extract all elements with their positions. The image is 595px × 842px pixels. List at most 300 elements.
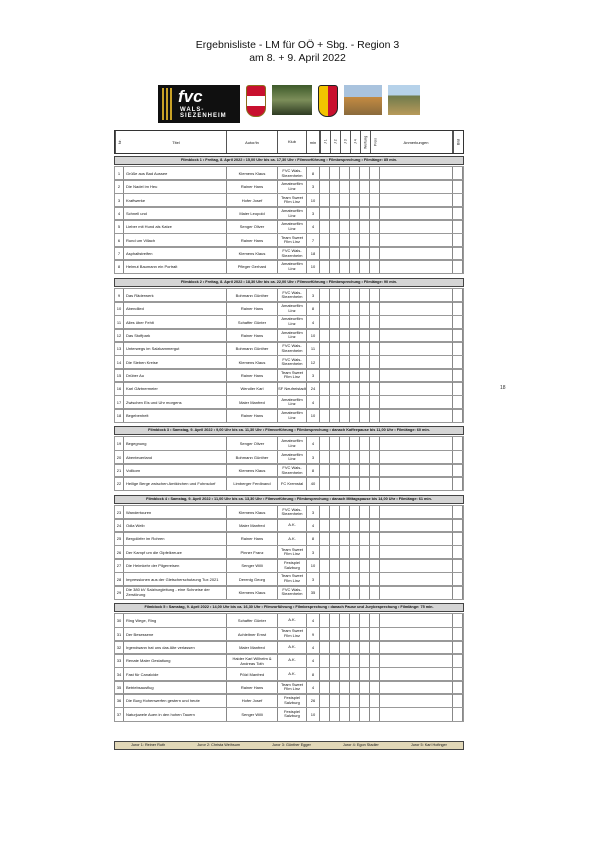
score-cell	[340, 207, 350, 220]
row-author: Senger Oliver	[227, 437, 278, 450]
score-cell	[340, 681, 350, 694]
row-club: A.K.	[278, 654, 307, 667]
row-nr: 2	[115, 180, 124, 193]
note-cell	[380, 369, 453, 382]
score-cell	[360, 302, 370, 315]
row-duration: 3	[307, 369, 320, 382]
score-cell	[370, 194, 380, 207]
row-title: Fast für Canalcide	[124, 668, 227, 681]
score-cell	[320, 437, 330, 450]
extra-cell	[453, 451, 463, 464]
score-cell	[350, 573, 360, 586]
score-cell	[340, 628, 350, 641]
extra-cell	[453, 559, 463, 572]
score-cell	[330, 464, 340, 477]
score-cell	[320, 708, 330, 721]
score-cell	[340, 464, 350, 477]
score-cell	[320, 194, 330, 207]
row-club: A.K.	[278, 668, 307, 681]
score-cell	[320, 356, 330, 369]
score-cell	[360, 356, 370, 369]
table-row	[114, 259, 464, 274]
page-title-line2: am 8. + 9. April 2022	[249, 52, 346, 64]
row-author: Pinner Franz	[227, 546, 278, 559]
score-cell	[330, 708, 340, 721]
row-duration: 9	[307, 628, 320, 641]
score-cell	[340, 477, 350, 490]
score-cell	[350, 194, 360, 207]
row-nr: 19	[115, 437, 124, 450]
row-title: Der Kampf um die Gipfelkreuze	[124, 546, 227, 559]
row-nr: 36	[115, 694, 124, 707]
score-cell	[340, 614, 350, 627]
row-club: Team Sweet Film Linz	[278, 234, 307, 247]
note-cell	[380, 559, 453, 572]
score-cell	[330, 180, 340, 193]
row-title: Bergdörfer im Rohren	[124, 532, 227, 545]
venue-photo-1	[272, 85, 312, 115]
row-nr: 16	[115, 382, 124, 395]
score-cell	[360, 477, 370, 490]
score-cell	[370, 573, 380, 586]
score-cell	[340, 260, 350, 273]
score-cell	[340, 694, 350, 707]
film-block-header: Filmblock 2 • Freitag, 8. April 2022 • 18,30 Uhr bis ca. 22,00 Uhr • Filmvorführung • Filmbesprechung • Filmlänge: 90 min.	[114, 278, 464, 287]
score-cell	[330, 628, 340, 641]
score-cell	[320, 302, 330, 315]
score-cell	[340, 559, 350, 572]
row-duration: 4	[307, 220, 320, 233]
score-cell	[350, 260, 360, 273]
score-cell	[330, 194, 340, 207]
note-cell	[380, 207, 453, 220]
row-title: Wandertouren	[124, 506, 227, 519]
score-cell	[350, 451, 360, 464]
score-cell	[360, 641, 370, 654]
score-cell	[340, 586, 350, 599]
score-cell	[320, 409, 330, 422]
score-cell	[370, 628, 380, 641]
score-cell	[330, 546, 340, 559]
row-author: Bohmann Günther	[227, 289, 278, 302]
row-nr: 34	[115, 668, 124, 681]
score-cell	[360, 207, 370, 220]
score-cell	[360, 382, 370, 395]
score-cell	[330, 356, 340, 369]
row-author: Klemens Klaus	[227, 506, 278, 519]
row-author: Rainer Hans	[227, 369, 278, 382]
table-row	[114, 707, 464, 722]
score-cell	[370, 302, 380, 315]
row-author: Haider Karl Wilhelm & Andreas Toth	[227, 654, 278, 667]
score-cell	[330, 559, 340, 572]
score-cell	[350, 681, 360, 694]
score-cell	[330, 382, 340, 395]
row-duration: 10	[307, 194, 320, 207]
score-cell	[340, 289, 350, 302]
row-club: Festspiel Salzburg	[278, 694, 307, 707]
row-title: Asphaltstreifen	[124, 247, 227, 260]
score-cell	[350, 532, 360, 545]
row-duration: 10	[307, 559, 320, 572]
row-title: Die Sieben Kreise	[124, 356, 227, 369]
score-cell	[350, 641, 360, 654]
extra-cell	[453, 668, 463, 681]
score-cell	[370, 681, 380, 694]
juror-3: Juror 3: Günther Egger	[272, 743, 311, 747]
score-cell	[360, 519, 370, 532]
score-cell	[360, 289, 370, 302]
extra-cell	[453, 614, 463, 627]
score-cell	[350, 519, 360, 532]
extra-cell	[453, 396, 463, 409]
score-cell	[330, 396, 340, 409]
score-cell	[320, 396, 330, 409]
note-cell	[380, 573, 453, 586]
row-club: Amateurfilm Linz	[278, 302, 307, 315]
score-cell	[320, 477, 330, 490]
score-cell	[320, 207, 330, 220]
score-cell	[320, 316, 330, 329]
score-cell	[340, 329, 350, 342]
row-duration: 12	[307, 356, 320, 369]
score-cell	[320, 451, 330, 464]
row-author: Pfleger Gerhard	[227, 260, 278, 273]
row-duration: 11	[307, 342, 320, 355]
extra-cell	[453, 247, 463, 260]
row-duration: 18	[307, 247, 320, 260]
score-cell	[330, 247, 340, 260]
score-cell	[360, 342, 370, 355]
score-cell	[320, 289, 330, 302]
score-cell	[360, 194, 370, 207]
score-cell	[320, 614, 330, 627]
row-nr: 7	[115, 247, 124, 260]
score-cell	[330, 641, 340, 654]
score-cell	[320, 260, 330, 273]
score-cell	[340, 342, 350, 355]
score-cell	[360, 180, 370, 193]
score-cell	[370, 477, 380, 490]
extra-cell	[453, 519, 463, 532]
row-title: Drüber Au	[124, 369, 227, 382]
extra-cell	[453, 694, 463, 707]
score-cell	[370, 207, 380, 220]
row-club: FVC Wals-Siezenheim	[278, 506, 307, 519]
score-cell	[340, 247, 350, 260]
score-cell	[360, 451, 370, 464]
row-author: Rainer Hans	[227, 409, 278, 422]
score-cell	[360, 329, 370, 342]
score-cell	[330, 477, 340, 490]
row-author: Klemens Klaus	[227, 464, 278, 477]
row-title: Abendlied	[124, 302, 227, 315]
score-cell	[350, 342, 360, 355]
score-cell	[360, 506, 370, 519]
row-duration: 4	[307, 519, 320, 532]
score-cell	[330, 207, 340, 220]
row-author: Bohmann Günther	[227, 342, 278, 355]
header-j3: J 3	[340, 131, 350, 153]
score-cell	[370, 316, 380, 329]
score-cell	[330, 506, 340, 519]
note-cell	[380, 289, 453, 302]
row-title: Die Burg Hohenwerfen gestern und heute	[124, 694, 227, 707]
row-author: Maier Manfred	[227, 641, 278, 654]
note-cell	[380, 451, 453, 464]
row-duration: 10	[307, 409, 320, 422]
score-cell	[330, 586, 340, 599]
score-cell	[370, 180, 380, 193]
row-club: Amateurfilm Linz	[278, 396, 307, 409]
row-title: Die Nadel im Heu	[124, 180, 227, 193]
row-nr: 21	[115, 464, 124, 477]
salzburg-crest-icon	[246, 85, 266, 117]
row-duration: 4	[307, 316, 320, 329]
row-club: A.K.	[278, 614, 307, 627]
row-nr: 15	[115, 369, 124, 382]
header-title: Titel	[124, 131, 227, 153]
film-block-header: Filmblock 3 • Samstag, 9. April 2022 • 9,00 Uhr bis ca. 11,30 Uhr • Filmvorführung • Filmbesprechung • danach Kaffeepause bis 11,00 Uhr • Filmlänge: 60 min.	[114, 426, 464, 435]
row-nr: 9	[115, 289, 124, 302]
header-author: Autor/in	[227, 131, 278, 153]
extra-cell	[453, 477, 463, 490]
row-title: Renate Maier Gestaltung	[124, 654, 227, 667]
score-cell	[320, 180, 330, 193]
row-author: Wendler Karl	[227, 382, 278, 395]
row-club: Festspiel Salzburg	[278, 559, 307, 572]
row-duration: 3	[307, 451, 320, 464]
row-title: Begebenheit	[124, 409, 227, 422]
extra-cell	[453, 369, 463, 382]
extra-cell	[453, 641, 463, 654]
score-cell	[370, 329, 380, 342]
row-nr: 20	[115, 451, 124, 464]
extra-cell	[453, 220, 463, 233]
score-cell	[340, 180, 350, 193]
row-club: FVC Wals-Siezenheim	[278, 289, 307, 302]
score-cell	[320, 464, 330, 477]
row-nr: 6	[115, 234, 124, 247]
row-duration: 3	[307, 180, 320, 193]
row-title: Schnell und	[124, 207, 227, 220]
row-club: Team Sweet Film Linz	[278, 194, 307, 207]
row-title: Irgendwann hat uns das Alte verlassen	[124, 641, 227, 654]
score-cell	[320, 329, 330, 342]
score-cell	[370, 546, 380, 559]
table-row	[114, 476, 464, 491]
row-title: Der Besessene	[124, 628, 227, 641]
note-cell	[380, 532, 453, 545]
score-cell	[360, 409, 370, 422]
row-club: FVC Wals-Siezenheim	[278, 247, 307, 260]
row-duration: 4	[307, 654, 320, 667]
score-cell	[370, 356, 380, 369]
row-title: Heilige Berge zwischen Amtkirchen und Fohnsdorf	[124, 477, 227, 490]
row-duration: 3	[307, 289, 320, 302]
score-cell	[340, 302, 350, 315]
note-cell	[380, 409, 453, 422]
score-cell	[330, 614, 340, 627]
score-cell	[330, 694, 340, 707]
row-club: Team Sweet Film Linz	[278, 546, 307, 559]
score-cell	[350, 316, 360, 329]
score-cell	[350, 180, 360, 193]
row-nr: 4	[115, 207, 124, 220]
row-nr: 35	[115, 681, 124, 694]
score-cell	[360, 573, 370, 586]
row-club: Team Sweet Film Linz	[278, 573, 307, 586]
header-result: Wertung	[360, 131, 370, 153]
score-cell	[370, 614, 380, 627]
row-duration: 8	[307, 464, 320, 477]
score-cell	[370, 382, 380, 395]
note-cell	[380, 167, 453, 180]
score-cell	[340, 409, 350, 422]
row-duration: 3	[307, 546, 320, 559]
row-duration: 35	[307, 586, 320, 599]
header-club: Klub	[278, 131, 307, 153]
score-cell	[360, 316, 370, 329]
note-cell	[380, 477, 453, 490]
score-cell	[320, 369, 330, 382]
score-cell	[350, 220, 360, 233]
row-club: Amateurfilm Linz	[278, 329, 307, 342]
extra-cell	[453, 316, 463, 329]
row-duration: 10	[307, 708, 320, 721]
score-cell	[370, 247, 380, 260]
row-duration: 24	[307, 382, 320, 395]
score-cell	[340, 369, 350, 382]
score-cell	[360, 234, 370, 247]
row-duration: 26	[307, 694, 320, 707]
juror-4: Juror 4: Egon Stadler	[342, 743, 379, 747]
row-club: FVC Wals-Siezenheim	[278, 586, 307, 599]
header-j2: J 2	[330, 131, 340, 153]
score-cell	[330, 220, 340, 233]
score-cell	[350, 628, 360, 641]
score-cell	[340, 506, 350, 519]
row-club: SF Neufreistadt	[278, 382, 307, 395]
row-title: Lieber mit Hund als Katze	[124, 220, 227, 233]
row-club: FVC Wals-Siezenheim	[278, 356, 307, 369]
score-cell	[360, 708, 370, 721]
note-cell	[380, 464, 453, 477]
note-cell	[380, 316, 453, 329]
row-title: Kraftwerke	[124, 194, 227, 207]
row-club: Amateurfilm Linz	[278, 260, 307, 273]
row-nr: 14	[115, 356, 124, 369]
note-cell	[380, 628, 453, 641]
venue-photo-2	[344, 85, 382, 115]
score-cell	[330, 369, 340, 382]
row-duration: 8	[307, 302, 320, 315]
score-cell	[320, 668, 330, 681]
score-cell	[350, 302, 360, 315]
row-title: Unterwegs im Salzkammergut	[124, 342, 227, 355]
score-cell	[360, 437, 370, 450]
header-j1: J 1	[320, 131, 330, 153]
score-cell	[360, 668, 370, 681]
note-cell	[380, 220, 453, 233]
row-author: Schaffer Günter	[227, 614, 278, 627]
row-title: Naturjuwele Auen in den hohen Tauern	[124, 708, 227, 721]
score-cell	[370, 559, 380, 572]
note-cell	[380, 194, 453, 207]
score-cell	[350, 506, 360, 519]
row-nr: 18	[115, 409, 124, 422]
score-cell	[370, 654, 380, 667]
row-author: Hofer Josef	[227, 194, 278, 207]
row-title: Betriebsausflug	[124, 681, 227, 694]
score-cell	[370, 532, 380, 545]
score-cell	[330, 681, 340, 694]
row-duration: 3	[307, 207, 320, 220]
row-duration: 10	[307, 329, 320, 342]
score-cell	[350, 559, 360, 572]
row-nr: 29	[115, 586, 124, 599]
note-cell	[380, 260, 453, 273]
score-cell	[320, 382, 330, 395]
score-cell	[330, 289, 340, 302]
row-nr: 13	[115, 342, 124, 355]
row-title: Helmut Baumann ein Portrait	[124, 260, 227, 273]
row-nr: 23	[115, 506, 124, 519]
score-cell	[360, 654, 370, 667]
score-cell	[340, 234, 350, 247]
club-logo: fvc WALS-SIEZENHEIM	[158, 85, 240, 123]
score-cell	[360, 532, 370, 545]
note-cell	[380, 356, 453, 369]
extra-cell	[453, 437, 463, 450]
score-cell	[370, 289, 380, 302]
row-title: Abenteuerland	[124, 451, 227, 464]
score-cell	[370, 586, 380, 599]
score-cell	[370, 641, 380, 654]
score-cell	[370, 437, 380, 450]
extra-cell	[453, 260, 463, 273]
score-cell	[350, 396, 360, 409]
score-cell	[340, 194, 350, 207]
extra-cell	[453, 329, 463, 342]
row-author: Hofer Josef	[227, 694, 278, 707]
table-row	[114, 585, 464, 600]
score-cell	[370, 506, 380, 519]
score-cell	[350, 464, 360, 477]
row-title: Grüße aus Bad Aussee	[124, 167, 227, 180]
row-nr: 10	[115, 302, 124, 315]
logo-strip	[158, 85, 420, 123]
table-row	[114, 408, 464, 423]
page-number: 18	[500, 385, 506, 391]
score-cell	[360, 559, 370, 572]
row-author: Derenig Georg	[227, 573, 278, 586]
row-author: Rainer Hans	[227, 302, 278, 315]
score-cell	[320, 167, 330, 180]
row-club: Amateurfilm Linz	[278, 409, 307, 422]
score-cell	[320, 247, 330, 260]
extra-cell	[453, 194, 463, 207]
row-nr: 32	[115, 641, 124, 654]
row-club: Amateurfilm Linz	[278, 451, 307, 464]
score-cell	[350, 477, 360, 490]
note-cell	[380, 342, 453, 355]
row-nr: 5	[115, 220, 124, 233]
row-author: Limberger Ferdinand	[227, 477, 278, 490]
row-author: Rainer Hans	[227, 234, 278, 247]
extra-cell	[453, 586, 463, 599]
score-cell	[350, 654, 360, 667]
